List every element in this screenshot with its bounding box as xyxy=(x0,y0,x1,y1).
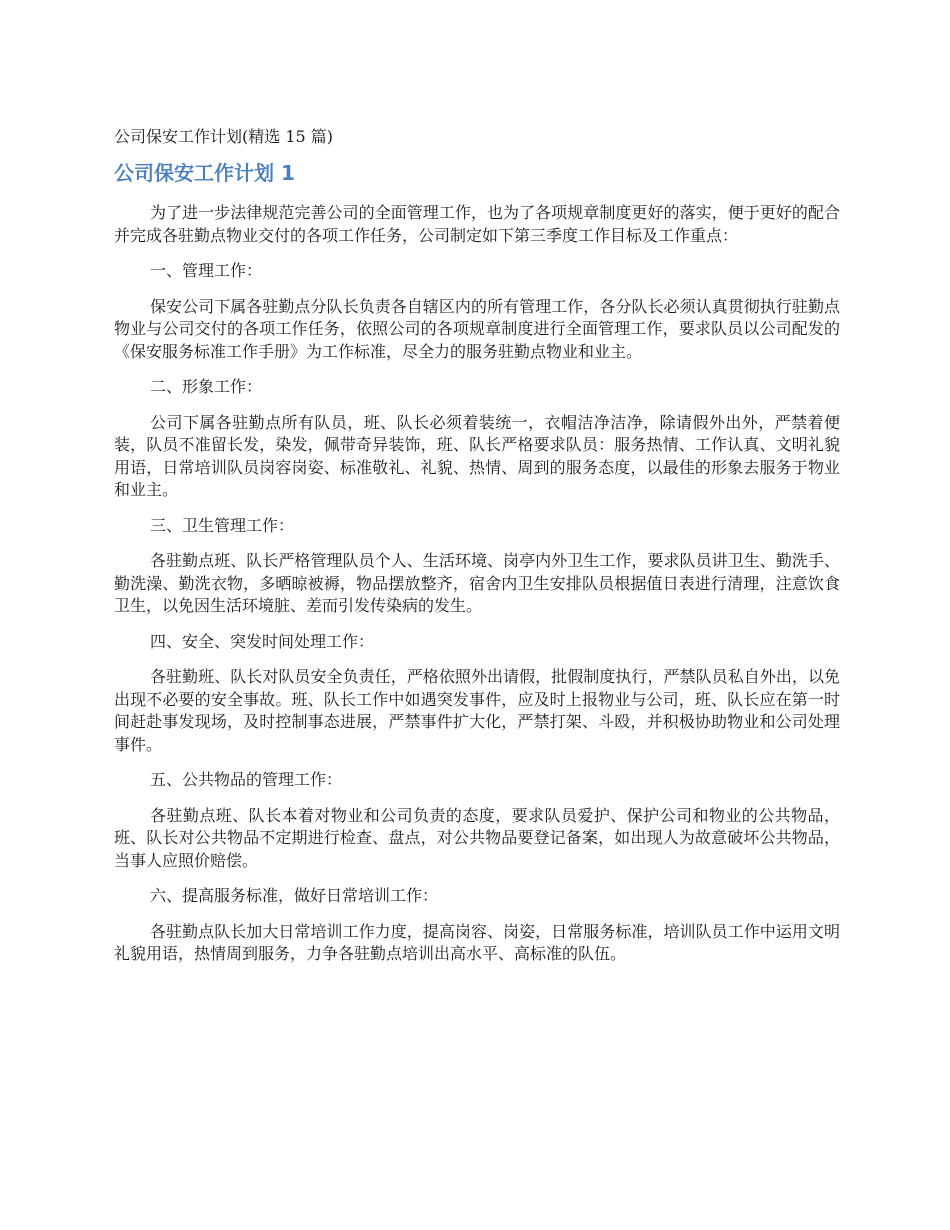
subheading-hygiene: 三、卫生管理工作： xyxy=(150,515,295,535)
subheading-safety: 四、安全、突发时间处理工作： xyxy=(150,631,375,651)
paragraph-safety: 各驻勤班、队长对队员安全负责任，严格依照外出请假，批假制度执行，严禁队员私自外出，以免出现不必要的安全事故。班、队长工作中如遇突发事件，应及时上报物业与公司，班、队长应在第一时间赶赴事发现场，及时控制事态进展，严禁事件扩大化，严禁打架、斗殴，并积极协助物业和公司处理事件。 xyxy=(114,667,840,754)
subheading-management: 一、管理工作： xyxy=(150,261,263,280)
paragraph-public-property: 各驻勤点班、队长本着对物业和公司负责的态度，要求队员爱护、保护公司和物业的公共物品，班、队长对公共物品不定期进行检查、盘点，对公共物品要登记备案，如出现人为故意破坏公共物品，当事人应照价赔偿。 xyxy=(114,805,840,870)
section-heading: 公司保安工作计划 1 xyxy=(114,161,295,185)
paragraph-hygiene: 各驻勤点班、队长严格管理队员个人、生活环境、岗亭内外卫生工作，要求队员讲卫生、勤洗手、勤洗澡、勤洗衣物，多晒晾被褥，物品摆放整齐，宿舍内卫生安排队员根据值日表进行清理，注意饮食卫生，以免因生活环境脏、差而引发传染病的发生。 xyxy=(114,551,840,615)
paragraph-management: 保安公司下属各驻勤点分队长负责各自辖区内的所有管理工作，各分队长必须认真贯彻执行驻勤点物业与公司交付的各项工作任务，依照公司的各项规章制度进行全面管理工作，要求队员以公司配发的《保安服务标准工作手册》为工作标准，尽全力的服务驻勤点物业和业主。 xyxy=(114,296,840,361)
intro-paragraph: 为了进一步法律规范完善公司的全面管理工作，也为了各项规章制度更好的落实，便于更好的配合并完成各驻勤点物业交付的各项工作任务，公司制定如下第三季度工作目标及工作重点： xyxy=(114,203,840,245)
paragraph-training: 各驻勤点队长加大日常培训工作力度，提高岗容、岗姿，日常服务标准，培训队员工作中运用文明礼貌用语，热情周到服务，力争各驻勤点培训出高水平、高标准的队伍。 xyxy=(114,921,840,963)
subheading-training: 六、提高服务标准，做好日常培训工作： xyxy=(150,886,439,905)
document-title: 公司保安工作计划(精选 15 篇) xyxy=(114,127,334,146)
subheading-image: 二、形象工作： xyxy=(150,377,263,396)
document-page xyxy=(114,126,840,979)
paragraph-image: 公司下属各驻勤点所有队员，班、队长必须着装统一，衣帽洁净洁净，除请假外出外，严禁着便装，队员不准留长发，染发，佩带奇异装饰，班、队长严格要求队员：服务热情、工作认真、文明礼貌用语，日常培训队员岗容岗姿、标准敬礼、礼貌、热情、周到的服务态度，以最佳的形象去服务于物业和业主。 xyxy=(114,412,840,499)
subheading-public-property: 五、公共物品的管理工作： xyxy=(150,770,343,789)
